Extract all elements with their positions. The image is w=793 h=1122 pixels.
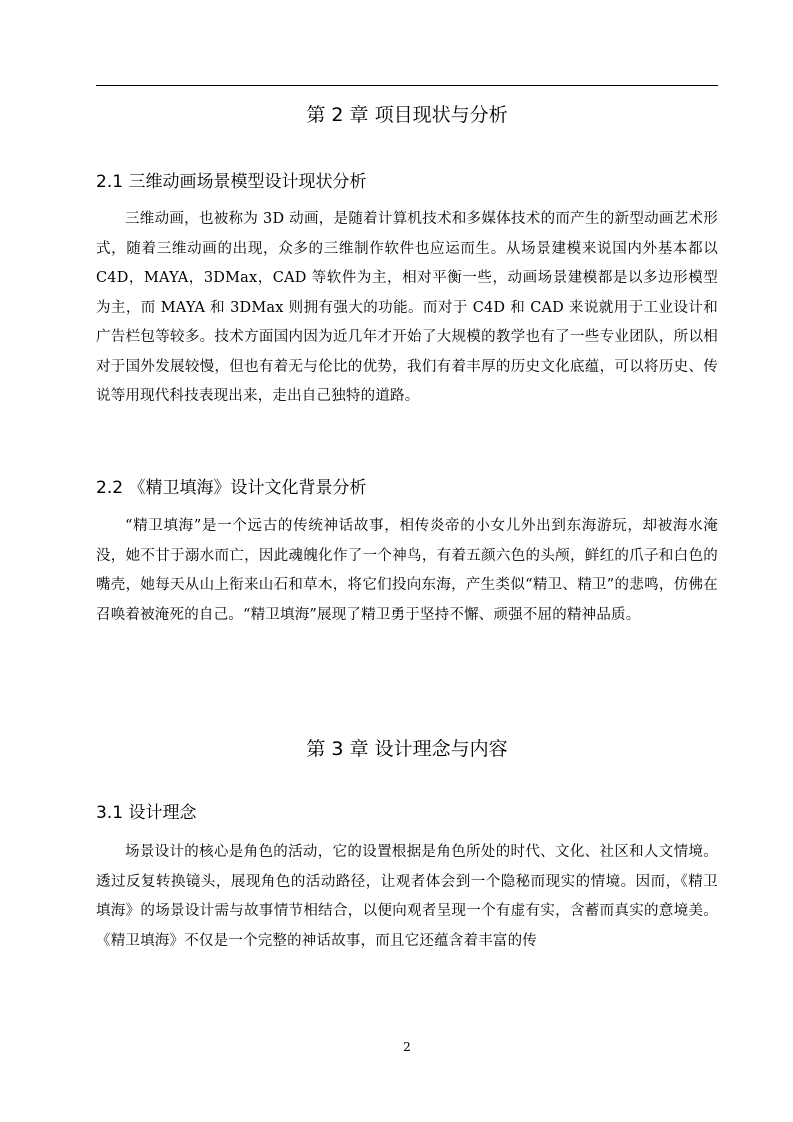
- header-rule: [96, 85, 718, 86]
- section-3-1-title: 3.1 设计理念: [96, 803, 197, 823]
- chapter-3-title: 第 3 章 设计理念与内容: [306, 738, 508, 760]
- section-2-1-body: 三维动画，也被称为 3D 动画，是随着计算机技术和多媒体技术的而产生的新型动画艺术形式，随着三维动画的出现，众多的三维制作软件也应运而生。从场景建模来说国内外基本都以 C4D，MAYA，3DMax，CAD 等软件为主，相对平衡一些，动画场景建模都是以多边形模型为主，而 MAYA 和 3DMax 则拥有强大的功能。而对于 C4D 和 CAD 来说就用于工业设计和广告栏包等较多。技术方面国内因为近几年才开始了大规模的教学也有了一些专业团队，所以相对于国外发展较慢，但也有着无与伦比的优势，我们有着丰厚的历史文化底蕴，可以将历史、传说等用现代科技表现出来，走出自己独特的道路。: [96, 211, 718, 404]
- chapter-2-title: 第 2 章 项目现状与分析: [306, 104, 508, 126]
- section-3-1-body: 场景设计的核心是角色的活动，它的设置根据是角色所处的时代、文化、社区和人文情境。透过反复转换镜头，展现角色的活动路径，让观者体会到一个隐秘而现实的情境。因而，《精卫填海》的场景设计需与故事情节相结合，以便向观者呈现一个有虚有实，含蓄而真实的意境美。《精卫填海》不仅是一个完整的神话故事，而且它还蕴含着丰富的传: [96, 844, 718, 949]
- section-2-1-title: 2.1 三维动画场景模型设计现状分析: [96, 172, 367, 192]
- section-2-2-body: “精卫填海”是一个远古的传统神话故事，相传炎帝的小女儿外出到东海游玩，却被海水淹没，她不甘于溺水而亡，因此魂魄化作了一个神鸟，有着五颜六色的头颅，鲜红的爪子和白色的嘴壳，她每天从山上衔来山石和草木，将它们投向东海，产生类似“精卫、精卫”的悲鸣，仿佛在召唤着被淹死的自己。“精卫填海”展现了精卫勇于坚持不懈、顽强不屈的精神品质。: [96, 518, 718, 623]
- page-number: 2: [403, 1040, 411, 1054]
- section-2-2-title: 2.2 《精卫填海》设计文化背景分析: [96, 478, 367, 498]
